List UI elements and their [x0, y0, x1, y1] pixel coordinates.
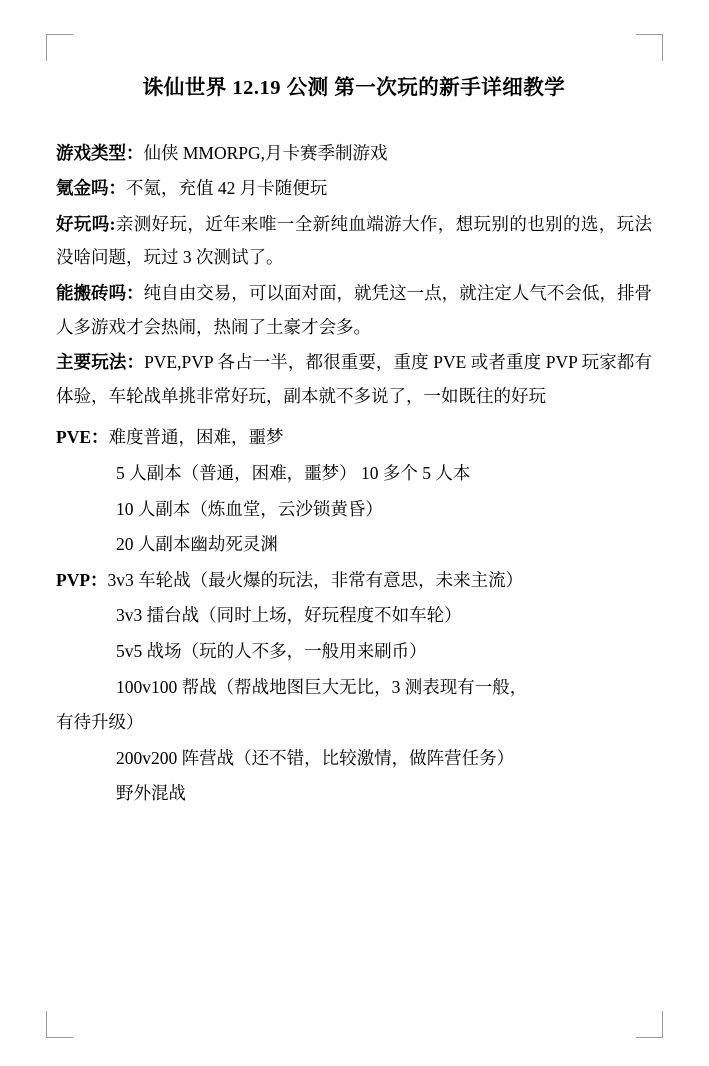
pvp-line: 200v200 阵营战（还不错，比较激情，做阵营任务） — [116, 747, 515, 768]
paragraph-text: 仙侠 MMORPG,月卡赛季制游戏 — [143, 142, 388, 163]
paragraph-text: 亲测好玩，近年来唯一全新纯血端游大作，想玩别的也别的选，玩法没啥问题，玩过 3 次测试了。 — [56, 213, 653, 268]
paragraph-lead: 游戏类型： — [56, 142, 144, 163]
paragraph-is-fun — [56, 208, 652, 275]
paragraph-text: 纯自由交易，可以面对面，就凭这一点，就注定人气不会低，排骨人多游戏才会热闹，热闹了土豪才会多。 — [56, 283, 653, 337]
pvp-heading-line — [56, 564, 652, 598]
pvp-line-guild-war: 100v100 帮战（帮战地图巨大无比，3 测表现有一般， — [116, 676, 528, 697]
crop-mark-bottom-left — [46, 1011, 73, 1038]
paragraph-pay-to-win — [56, 172, 652, 206]
pve-line: 10 人副本（炼血堂，云沙锁黄昏） — [116, 498, 383, 519]
crop-mark-bottom-right — [636, 1011, 663, 1038]
pve-label: PVE： — [56, 427, 109, 448]
paragraph-gold-farming — [56, 277, 652, 344]
pvp-line-guild-war-continuation: 有待升级） — [56, 712, 144, 733]
paragraph-text: PVE,PVP 各占一半，都很重要，重度 PVE 或者重度 PVP 玩家都有体验，车轮战单挑非常好玩，副本就不多说了，一如既往的好玩 — [56, 352, 653, 406]
pvp-first-line: 3v3 车轮战（最火爆的玩法，非常有意思，未来主流） — [107, 569, 524, 590]
document-content — [56, 56, 652, 813]
pvp-line: 5v5 战场（玩的人不多，一般用来刷币） — [116, 641, 427, 661]
page-title: 诛仙世界 12.19 公测 第一次玩的新手详细教学 — [142, 77, 566, 99]
pve-line: 20 人副本幽劫死灵渊 — [116, 534, 278, 555]
paragraph-lead: 能搬砖吗： — [56, 283, 144, 304]
pvp-line: 野外混战 — [116, 783, 186, 804]
paragraph-lead: 主要玩法： — [56, 352, 145, 373]
pve-line: 5 人副本（普通，困难，噩梦） 10 多个 5 人本 — [116, 463, 471, 484]
paragraph-game-type — [56, 137, 652, 171]
pve-first-line: 难度普通，困难，噩梦 — [108, 427, 284, 448]
pve-heading-line — [56, 421, 652, 455]
paragraph-text: 不氪，充值 42 月卡随便玩 — [126, 178, 328, 199]
pvp-line: 3v3 擂台战（同时上场，好玩程度不如车轮） — [116, 605, 462, 626]
pvp-label: PVP： — [56, 569, 108, 590]
paragraph-main-gameplay — [56, 346, 652, 413]
paragraph-lead: 氪金吗： — [56, 178, 126, 199]
paragraph-lead: 好玩吗: — [56, 213, 116, 234]
